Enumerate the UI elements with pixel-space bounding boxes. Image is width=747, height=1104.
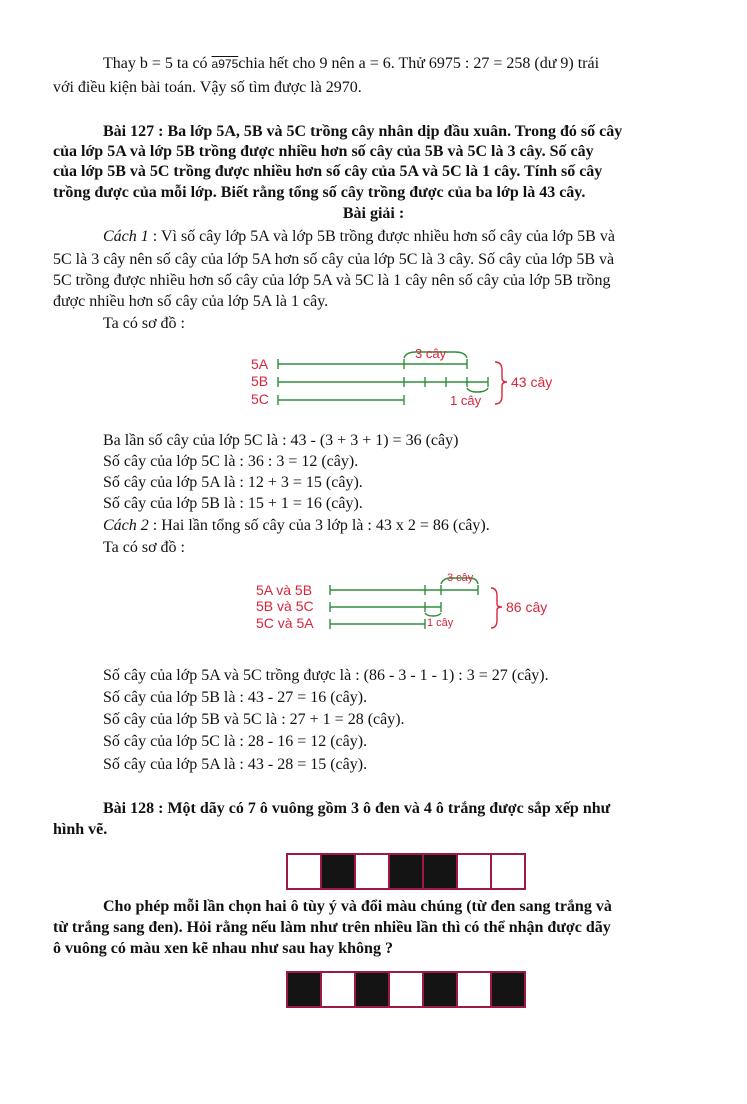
white-square [458, 855, 492, 888]
diagram2-total: 86 cây [506, 599, 548, 615]
calc1-line: Ba lần số cây của lớp 5C là : 43 - (3 + 3 + 1) = 36 (cây) [103, 432, 459, 449]
cach1-line: 5C là 3 cây nên số cây của lớp 5A hơn số cây của lớp 5C là 3 cây. Số cây của lớp 5B và [53, 251, 615, 268]
intro-line-1 [103, 54, 599, 74]
black-square [322, 855, 356, 888]
white-square [492, 855, 524, 888]
calc2-line: Số cây của lớp 5A là : 43 - 28 = 15 (cây). [103, 756, 368, 773]
diagram2-bottom-brace [425, 613, 441, 616]
calc1-line: Số cây của lớp 5A là : 12 + 3 = 15 (cây). [103, 474, 363, 491]
cach2-line [103, 516, 490, 536]
cach1-line: được nhiều hơn số cây của lớp 5A là 1 cây. [53, 293, 329, 310]
solution-heading: Bài giải : [342, 205, 405, 222]
diagram2-intro: Ta có sơ đồ : [103, 539, 185, 556]
diagram2-label-5a5b: 5A và 5B [256, 582, 313, 598]
diagram1-total-brace [495, 362, 507, 404]
calc2-line: Số cây của lớp 5A và 5C trồng được là : (86 - 3 - 1 - 1) : 3 = 27 (cây). [103, 667, 549, 684]
bai128-title-line: Bài 128 : Một dãy có 7 ô vuông gồm 3 ô đen và 4 ô trắng được sắp xếp như [103, 800, 611, 817]
bai127-title-line: trồng được của mỗi lớp. Biết rằng tổng số cây trồng được của ba lớp là 43 cây. [53, 184, 586, 201]
square-row-initial [286, 853, 526, 890]
diagram1-top-note: 3 cây [415, 346, 447, 361]
black-square [288, 973, 322, 1006]
white-square [322, 973, 356, 1006]
diagram2-total-brace [491, 588, 502, 628]
diagram1-bottom-brace [467, 388, 488, 392]
bai127-title-line: của lớp 5B và 5C trồng được nhiều hơn số cây của 5A và 5C là 1 cây. Tính số cây [53, 163, 603, 180]
white-square [356, 855, 390, 888]
diagram2-bottom-note: 1 cây [427, 617, 454, 629]
segment-diagram-2 [245, 566, 575, 640]
bai128-question-line: từ trắng sang đen). Hỏi rằng nếu làm như trên nhiều lần thì có thể nhận được dãy [53, 919, 611, 936]
overlined-number: a975 [211, 57, 239, 71]
white-square [390, 973, 424, 1006]
intro-text-after: chia hết cho 9 nên a = 6. Thử 6975 : 27 = 258 (dư 9) trái [238, 55, 600, 72]
calc2-line: Số cây của lớp 5B là : 43 - 27 = 16 (cây). [103, 689, 368, 706]
segment-diagram-1 [240, 338, 580, 418]
diagram1-label-5c: 5C [251, 391, 269, 407]
diagram2-label-5c5a: 5C và 5A [256, 615, 314, 631]
cach1-first-text: : Vì số cây lớp 5A và lớp 5B trồng được nhiều hơn số cây của lớp 5B và [148, 228, 615, 245]
black-square [424, 973, 458, 1006]
diagram1-intro: Ta có sơ đồ : [103, 315, 185, 332]
bai128-title-line: hình vẽ. [53, 821, 108, 838]
intro-text-before: Thay b = 5 ta có [103, 55, 212, 72]
diagram2-label-5b5c: 5B và 5C [256, 598, 314, 614]
black-square [492, 973, 524, 1006]
cach1-first-line [103, 227, 615, 247]
calc2-line: Số cây của lớp 5B và 5C là : 27 + 1 = 28 (cây). [103, 711, 405, 728]
cach1-line: 5C trồng được nhiều hơn số cây của lớp 5A và 5C là 1 cây nên số cây của lớp 5B trồng [53, 272, 611, 289]
cach2-label: Cách 2 [103, 517, 149, 534]
black-square [356, 973, 390, 1006]
intro-line-2: với điều kiện bài toán. Vậy số tìm được là 2970. [53, 79, 362, 96]
bai127-title-line: Bài 127 : Ba lớp 5A, 5B và 5C trồng cây nhân dịp đầu xuân. Trong đó số cây [103, 123, 623, 140]
white-square [288, 855, 322, 888]
calc1-line: Số cây của lớp 5B là : 15 + 1 = 16 (cây). [103, 495, 363, 512]
calc1-line: Số cây của lớp 5C là : 36 : 3 = 12 (cây). [103, 453, 359, 470]
diagram1-label-5a: 5A [251, 356, 269, 372]
square-row-target [286, 971, 526, 1008]
diagram1-label-5b: 5B [251, 373, 269, 389]
calc2-line: Số cây của lớp 5C là : 28 - 16 = 12 (cây). [103, 733, 368, 750]
white-square [458, 973, 492, 1006]
black-square [424, 855, 458, 888]
cach2-text: : Hai lần tổng số cây của 3 lớp là : 43 x 2 = 86 (cây). [148, 517, 490, 534]
diagram2-top-note: 3 cây [447, 572, 474, 584]
cach1-label: Cách 1 [103, 228, 149, 245]
bai128-question-line: Cho phép mỗi lần chọn hai ô tùy ý và đổi màu chúng (từ đen sang trắng và [103, 898, 612, 915]
bai127-title-line: của lớp 5A và lớp 5B trồng được nhiều hơn số cây của 5B và 5C là 3 cây. Số cây [53, 143, 594, 160]
black-square [390, 855, 424, 888]
bai128-question-line: ô vuông có màu xen kẽ nhau như sau hay không ? [53, 940, 393, 957]
diagram1-total: 43 cây [511, 374, 553, 390]
diagram1-bottom-note: 1 cây [450, 393, 482, 408]
